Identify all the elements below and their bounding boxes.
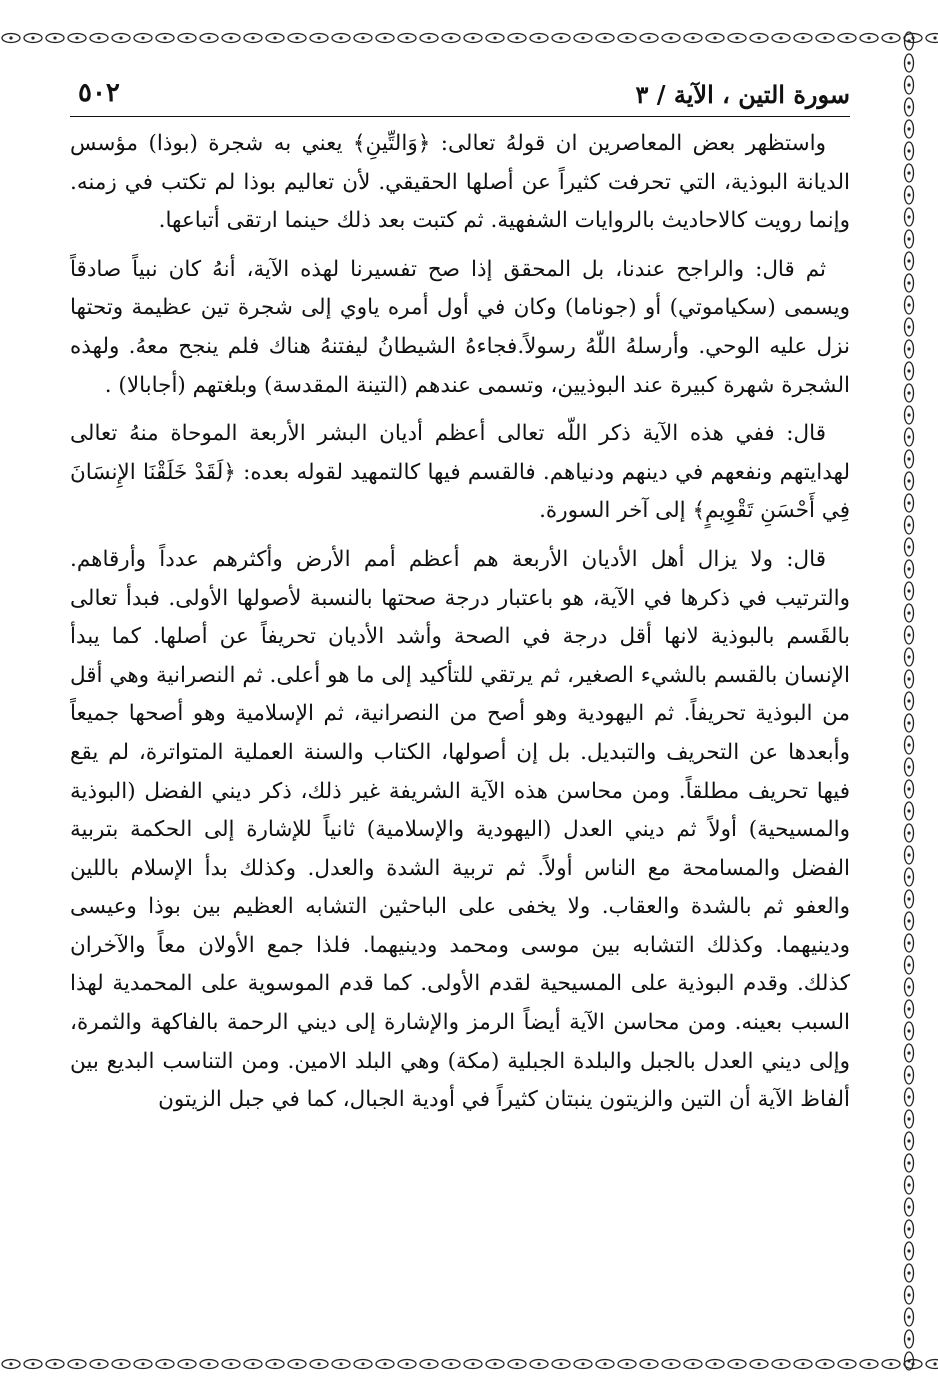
paragraph-2: ثم قال: والراجح عندنا، بل المحقق إذا صح تفسيرنا لهذه الآية، أنهُ كان نبياً صادقاً ويسمى (سكياموتي) أو (جوناما) وكان في أول أمره ياوي إلى شجرة تين عظيمة وتحتها نزل عليه الوحي. وأرسلهُ اللّهُ رسولاً.فجاءهُ الشيطانُ ليفتنهُ هناك فلم ينجح معهُ. ولهذه الشجرة شهرة كبيرة عند البوذيين، وتسمى عندهم (التينة المقدسة) وبلغتهم (أجابالا) .	[70, 256, 850, 398]
book-page	[70, 60, 850, 1350]
bottom-ornament-border	[0, 1356, 938, 1372]
running-header	[70, 60, 850, 117]
page-number: ٥٠٢	[78, 78, 120, 108]
side-ornament-border	[900, 30, 918, 1372]
top-ornament-border	[0, 30, 938, 46]
paragraph-1: واستظهر بعض المعاصرين ان قولهُ تعالى: ﴿وَالتِّينِ﴾ يعني به شجرة (بوذا) مؤسس الديانة البوذية، التي تحرفت كثيراً عن أصلها الحقيقي. لأن تعاليم بوذا لم تكتب في زمنه. وإنما رويت كالاحاديث بالروايات الشفهية. ثم كتبت بعد ذلك حينما ارتقى أتباعها.	[70, 131, 850, 234]
paragraph-3: قال: ففي هذه الآية ذكر اللّه تعالى أعظم أديان البشر الأربعة الموحاة منهُ تعالى لهدايتهم ونفعهم في دينهم ودنياهم. فالقسم فيها كالتمهيد لقوله بعده: ﴿لَقَدْ خَلَقْنَا الإِنسَانَ فِي أَحْسَنِ تَقْوِيمٍ﴾ إلى آخر السورة.	[70, 421, 850, 524]
running-title: سورة التين ، الآية / ٣	[635, 80, 850, 109]
paragraph-4: قال: ولا يزال أهل الأديان الأربعة هم أعظم أمم الأرض وأكثرهم عدداً وأرقاهم. والترتيب في ذكرها في الآية، هو باعتبار درجة صحتها بالنسبة لأصولها الأولى. فبدأ تعالى بالقَسم بالبوذية لانها أقل درجة في الصحة وأشد الأديان تحريفاً عن أصلها. كما يبدأ الإنسان بالقسم بالشيء الصغير، ثم يرتقي للتأكيد إلى ما هو أعلى. ثم النصرانية وهي أقل من البوذية تحريفاً. ثم اليهودية وهو أصح من النصرانية، ثم الإسلامية وهو أصحها جميعاً وأبعدها عن التحريف والتبديل. بل إن أصولها، الكتاب والسنة العملية المتواترة، لم يقع فيها تحريف مطلقاً. ومن محاسن هذه الآية الشريفة غير ذلك، ذكر ديني الفضل (البوذية والمسيحية) أولاً ثم ديني العدل (اليهودية والإسلامية) ثانياً للإشارة إلى الحكمة بتربية الفضل والمسامحة مع الناس أولاً. ثم تربية الشدة والعدل. وكذلك بدأ الإسلام باللين والعفو ثم بالشدة والعقاب. ولا يخفى على الباحثين التشابه العظيم بين بوذا وعيسى ودينيهما. وكذلك التشابه بين موسى ومحمد ودينيهما. فلذا جمع الأولان معاً والآخران كذلك. وقدم البوذية على المسيحية لقدم الأولى. كما قدم الموسوية على المحمدية لهذا السبب بعينه. ومن محاسن الآية أيضاً الرمز والإشارة إلى ديني الرحمة بالفاكهة والثمرة، وإلى ديني العدل بالجبل والبلدة الجبلية (مكة) وهي البلد الامين. ومن التناسب البديع بين ألفاظ الآية أن التين والزيتون ينبتان كثيراً في أودية الجبال، كما في جبل الزيتون	[70, 546, 850, 1113]
